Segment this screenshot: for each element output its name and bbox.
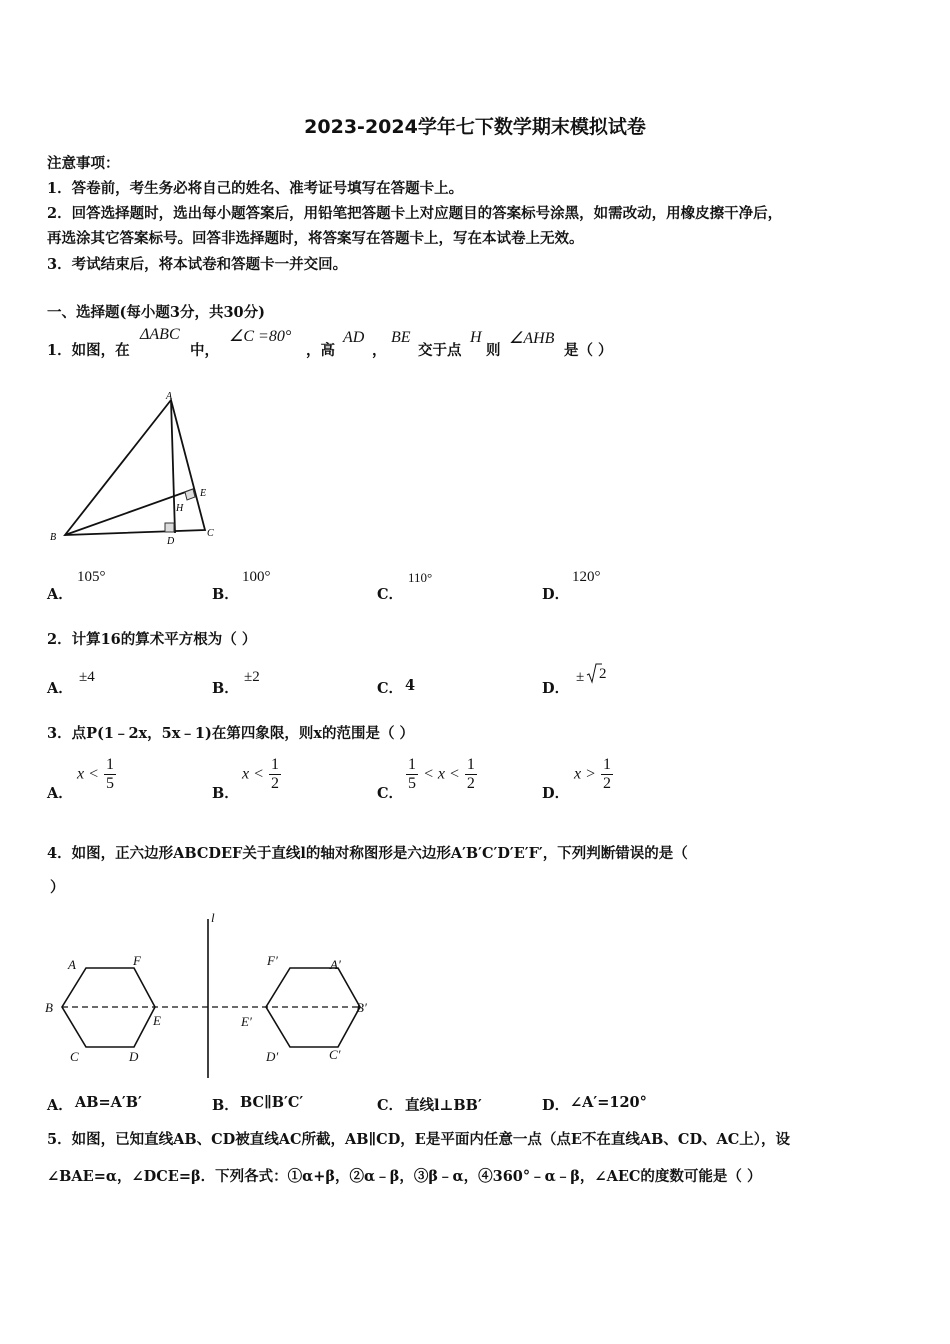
q1-option-c-value: 110° — [408, 570, 433, 585]
q4-label-c: C — [70, 1049, 79, 1064]
q1-jiao: 交于点 — [418, 342, 462, 359]
section-heading: 一、选择题(每小题3分，共30分) — [47, 304, 265, 321]
notice-heading: 注意事项： — [47, 155, 120, 172]
q3-option-a-fraction: $\frac{1}{5}$ — [106, 756, 114, 792]
q3-option-c-letter: C． — [377, 785, 404, 802]
q4-option-d-value: ∠A′=120° — [570, 1094, 647, 1111]
q4-label-b: B — [45, 1000, 53, 1015]
notice-item-2-cont: 再选涂其它答案标号。回答非选择题时，将答案写在答题卡上，写在本试卷上无效。 — [47, 230, 584, 247]
q1-option-b-value: 100° — [242, 569, 271, 585]
q4-label-d-prime: D′ — [266, 1049, 279, 1064]
q3-option-b-expr — [242, 756, 281, 793]
q1-be: BE — [391, 329, 411, 346]
q4-option-b-letter: B． — [212, 1097, 239, 1114]
q2-option-d-letter: D． — [542, 680, 570, 697]
q4-label-e-prime: E′ — [241, 1014, 252, 1029]
q3-option-d-expr — [574, 756, 613, 793]
q1-option-d-letter: D． — [542, 586, 570, 603]
q2-option-d-pm: ± — [576, 669, 585, 685]
q1-label-e: E — [200, 488, 207, 499]
q1-triangle-figure — [40, 385, 240, 550]
q4-label-c-prime: C′ — [329, 1047, 341, 1062]
q5-line-2: ∠BAE=α，∠DCE=β．下列各式：①α+β，②α﹣β，③β﹣α，④360°﹣α﹣β，∠AEC的度数可能是（ ） — [47, 1168, 762, 1185]
q1-option-c-letter: C． — [377, 586, 404, 603]
q3-option-a-letter: A． — [47, 785, 73, 802]
q1-ad: AD — [343, 329, 365, 346]
q3-option-d-lhs: x > — [574, 765, 596, 783]
q1-label-a: A — [166, 391, 173, 402]
q3-option-c-fraction-2: $\frac{1}{2}$ — [466, 756, 475, 792]
q1-comma: ， — [372, 342, 387, 359]
q5-line-1: 5．如图，已知直线AB、CD被直线AC所截，AB∥CD，E是平面内任意一点（点E不在直线AB、CD、AC上），设 — [47, 1131, 791, 1148]
q4-option-d-letter: D． — [542, 1097, 570, 1114]
q4-label-b-prime: B′ — [356, 1000, 367, 1015]
q1-gao: ，高 — [306, 342, 335, 359]
q1-label-d: D — [167, 536, 175, 547]
q4-option-c-value: 直线l⊥BB′ — [405, 1097, 482, 1114]
q2-option-b-value: ±2 — [244, 669, 260, 685]
q3-option-a-lhs: x < — [77, 765, 99, 783]
q1-label-b: B — [50, 532, 57, 543]
notice-item-3: 3．考试结束后，将本试卷和答题卡一并交回。 — [47, 256, 348, 273]
q2-option-d-radicand: 2 — [599, 666, 607, 682]
q2-option-c-letter: C． — [377, 680, 404, 697]
q4-label-f-prime: F′ — [267, 953, 278, 968]
q1-option-a-letter: A． — [47, 586, 73, 603]
q3-option-c-expr — [406, 756, 477, 793]
q1-angle-c: ∠C =80° — [229, 328, 292, 345]
q3-option-b-letter: B． — [212, 785, 239, 802]
q2-option-c-value: 4 — [405, 677, 416, 694]
q4-label-l: l — [211, 910, 215, 925]
q3-stem: 3．点P(1﹣2x，5x﹣1)在第四象限，则x的范围是（ ） — [47, 725, 415, 742]
q4-option-b-value: BC∥B′C′ — [240, 1094, 304, 1111]
q2-stem: 2．计算16的算术平方根为（ ） — [47, 631, 257, 648]
q1-shi: 是（ ） — [564, 342, 613, 359]
q4-option-a-value: AB=A′B′ — [75, 1094, 142, 1111]
q3-option-c-fraction-1: $\frac{1}{5}$ — [408, 756, 416, 792]
q1-option-b-letter: B． — [212, 586, 239, 603]
q1-label-c: C — [207, 528, 214, 539]
q3-option-b-lhs: x < — [242, 765, 264, 783]
q1-zhong: 中， — [190, 342, 219, 359]
q4-label-d: D — [129, 1049, 139, 1064]
q3-option-a-expr — [77, 756, 116, 793]
q3-option-d-fraction: $\frac{1}{2}$ — [603, 756, 611, 792]
q1-h: H — [470, 329, 482, 346]
q3-option-c-mid: < x < — [423, 765, 460, 783]
q4-stem-1: 4．如图，正六边形ABCDEF关于直线l的轴对称图形是六边形A′B′C′D′E′F′，下列判断错误的是（ — [47, 845, 688, 862]
q4-label-f: F — [133, 953, 141, 968]
q2-option-b-letter: B． — [212, 680, 239, 697]
q1-label-h: H — [176, 503, 184, 514]
q4-label-a: A — [68, 957, 76, 972]
notice-item-2: 2．回答选择题时，选出每小题答案后，用铅笔把答题卡上对应题目的答案标号涂黑，如需改动，用橡皮擦干净后， — [47, 205, 783, 222]
q1-ze: 则 — [486, 342, 501, 359]
q4-stem-2: ） — [50, 879, 65, 896]
notice-item-1: 1．答卷前，考生务必将自己的姓名、准考证号填写在答题卡上。 — [47, 180, 464, 197]
q1-number: 1．如图，在 — [47, 342, 130, 359]
q4-option-a-letter: A． — [47, 1097, 73, 1114]
q4-option-c-letter: C． — [377, 1097, 404, 1114]
q4-hexagon-figure — [38, 905, 383, 1085]
q1-option-d-value: 120° — [572, 569, 601, 585]
page-title: 2023-2024学年七下数学期末模拟试卷 — [304, 116, 646, 138]
q1-triangle: ΔABC — [140, 326, 180, 343]
q3-option-b-fraction: $\frac{1}{2}$ — [271, 756, 279, 792]
q4-label-e: E — [153, 1013, 161, 1028]
q2-option-a-letter: A． — [47, 680, 73, 697]
q1-option-a-value: 105° — [77, 569, 106, 585]
q2-option-a-value: ±4 — [79, 669, 95, 685]
q4-label-a-prime: A′ — [330, 957, 341, 972]
q3-option-d-letter: D． — [542, 785, 570, 802]
q1-ahb: ∠AHB — [509, 330, 555, 347]
